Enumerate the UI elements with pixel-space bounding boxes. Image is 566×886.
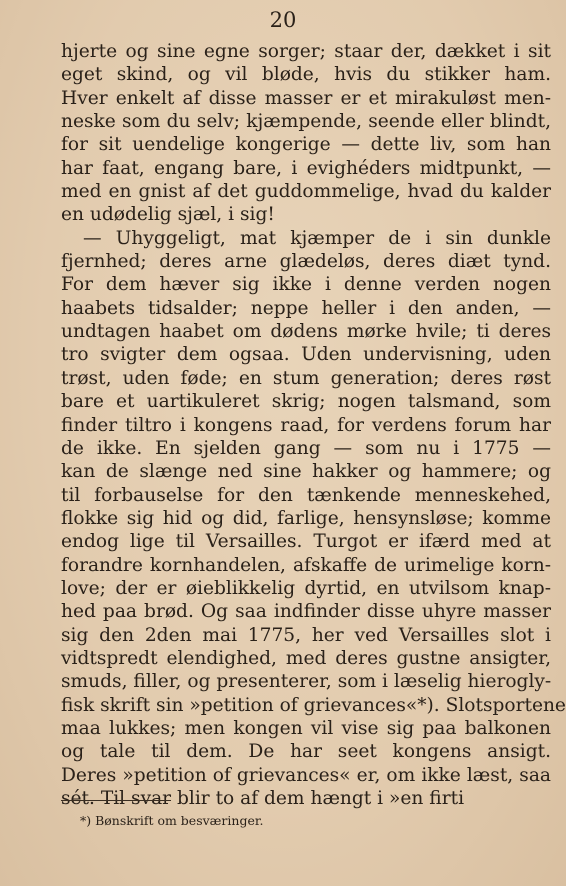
text-line: Hver enkelt af disse masser er et mirakuløst men- [61,87,551,109]
text-line: flokke sig hid og did, farlige, hensynsløse; komme [61,507,551,529]
text-line: de ikke. En sjelden gang — som nu i 1775 — [61,437,551,459]
text-line: eget skind, og vil bløde, hvis du stikker ham. [61,64,551,86]
text-line: maa lukkes; men kongen vil vise sig paa balkonen [61,717,551,739]
text-line: haabets tidsalder; neppe heller i den anden, — [61,297,551,319]
text-line: og tale til dem. De har seet kongens ansigt. [61,741,551,763]
text-line: endog lige til Versailles. Turgot er ifærd med at [61,531,551,553]
footnote: *) Bønskrift om besværinger. [80,813,264,828]
text-line: love; der er øieblikkelig dyrtid, en utvilsom knap- [61,577,551,599]
text-line: For dem hæver sig ikke i denne verden nogen [61,274,551,296]
page-number: 20 [269,8,297,32]
text-line: forandre kornhandelen, afskaffe de urimelige korn- [61,554,551,576]
text-line: en udødelig sjæl, i sig! [61,204,275,226]
text-line: sét. Til svar blir to af dem hængt i »en firti [61,788,465,809]
text-line: Deres »petition of grievances« er, om ikke læst, saa [61,764,551,786]
text-line: kan de slænge ned sine hakker og hammere; og [61,461,551,483]
text-line: fisk skrift sin »petition of grievances«*). Slotsportene [61,694,566,716]
text-line: hed paa brød. Og saa indfinder disse uhyre masser [61,601,551,623]
body-text [61,40,566,810]
text-line: for sit uendelige kongerige — dette liv, som han [61,134,551,156]
text-line: til forbauselse for den tænkende menneskehed, [61,484,551,506]
text-line: smuds, filler, og presenterer, som i læselig hierogly- [61,671,552,693]
text-line: finder tiltro i kongens raad, for verdens forum har [61,414,551,436]
text-line: hjerte og sine egne sorger; staar der, dækket i sit [61,41,551,62]
text-line: har faat, engang bare, i evighéders midtpunkt, — [61,157,551,179]
footnote-rule [61,800,171,801]
text-line: med en gnist af det guddommelige, hvad du kalder [61,181,551,203]
text-line: fjernhed; deres arne glædeløs, deres diæt tynd. [61,251,551,273]
text-line: tro svigter dem ogsaa. Uden undervisning, uden [61,344,551,366]
text-line: neske som du selv; kjæmpende, seende eller blindt, [61,111,551,133]
text-line: sig den 2den mai 1775, her ved Versailles slot i [61,624,551,646]
text-line: undtagen haabet om dødens mørke hvile; ti deres [61,321,551,343]
text-line: bare et uartikuleret skrig; nogen talsmand, som [61,391,551,413]
text-line: trøst, uden føde; en stum generation; deres røst [61,367,551,389]
text-line: — Uhyggeligt, mat kjæmper de i sin dunkle [83,227,551,249]
text-line: vidtspredt elendighed, med deres gustne ansigter, [61,647,551,669]
